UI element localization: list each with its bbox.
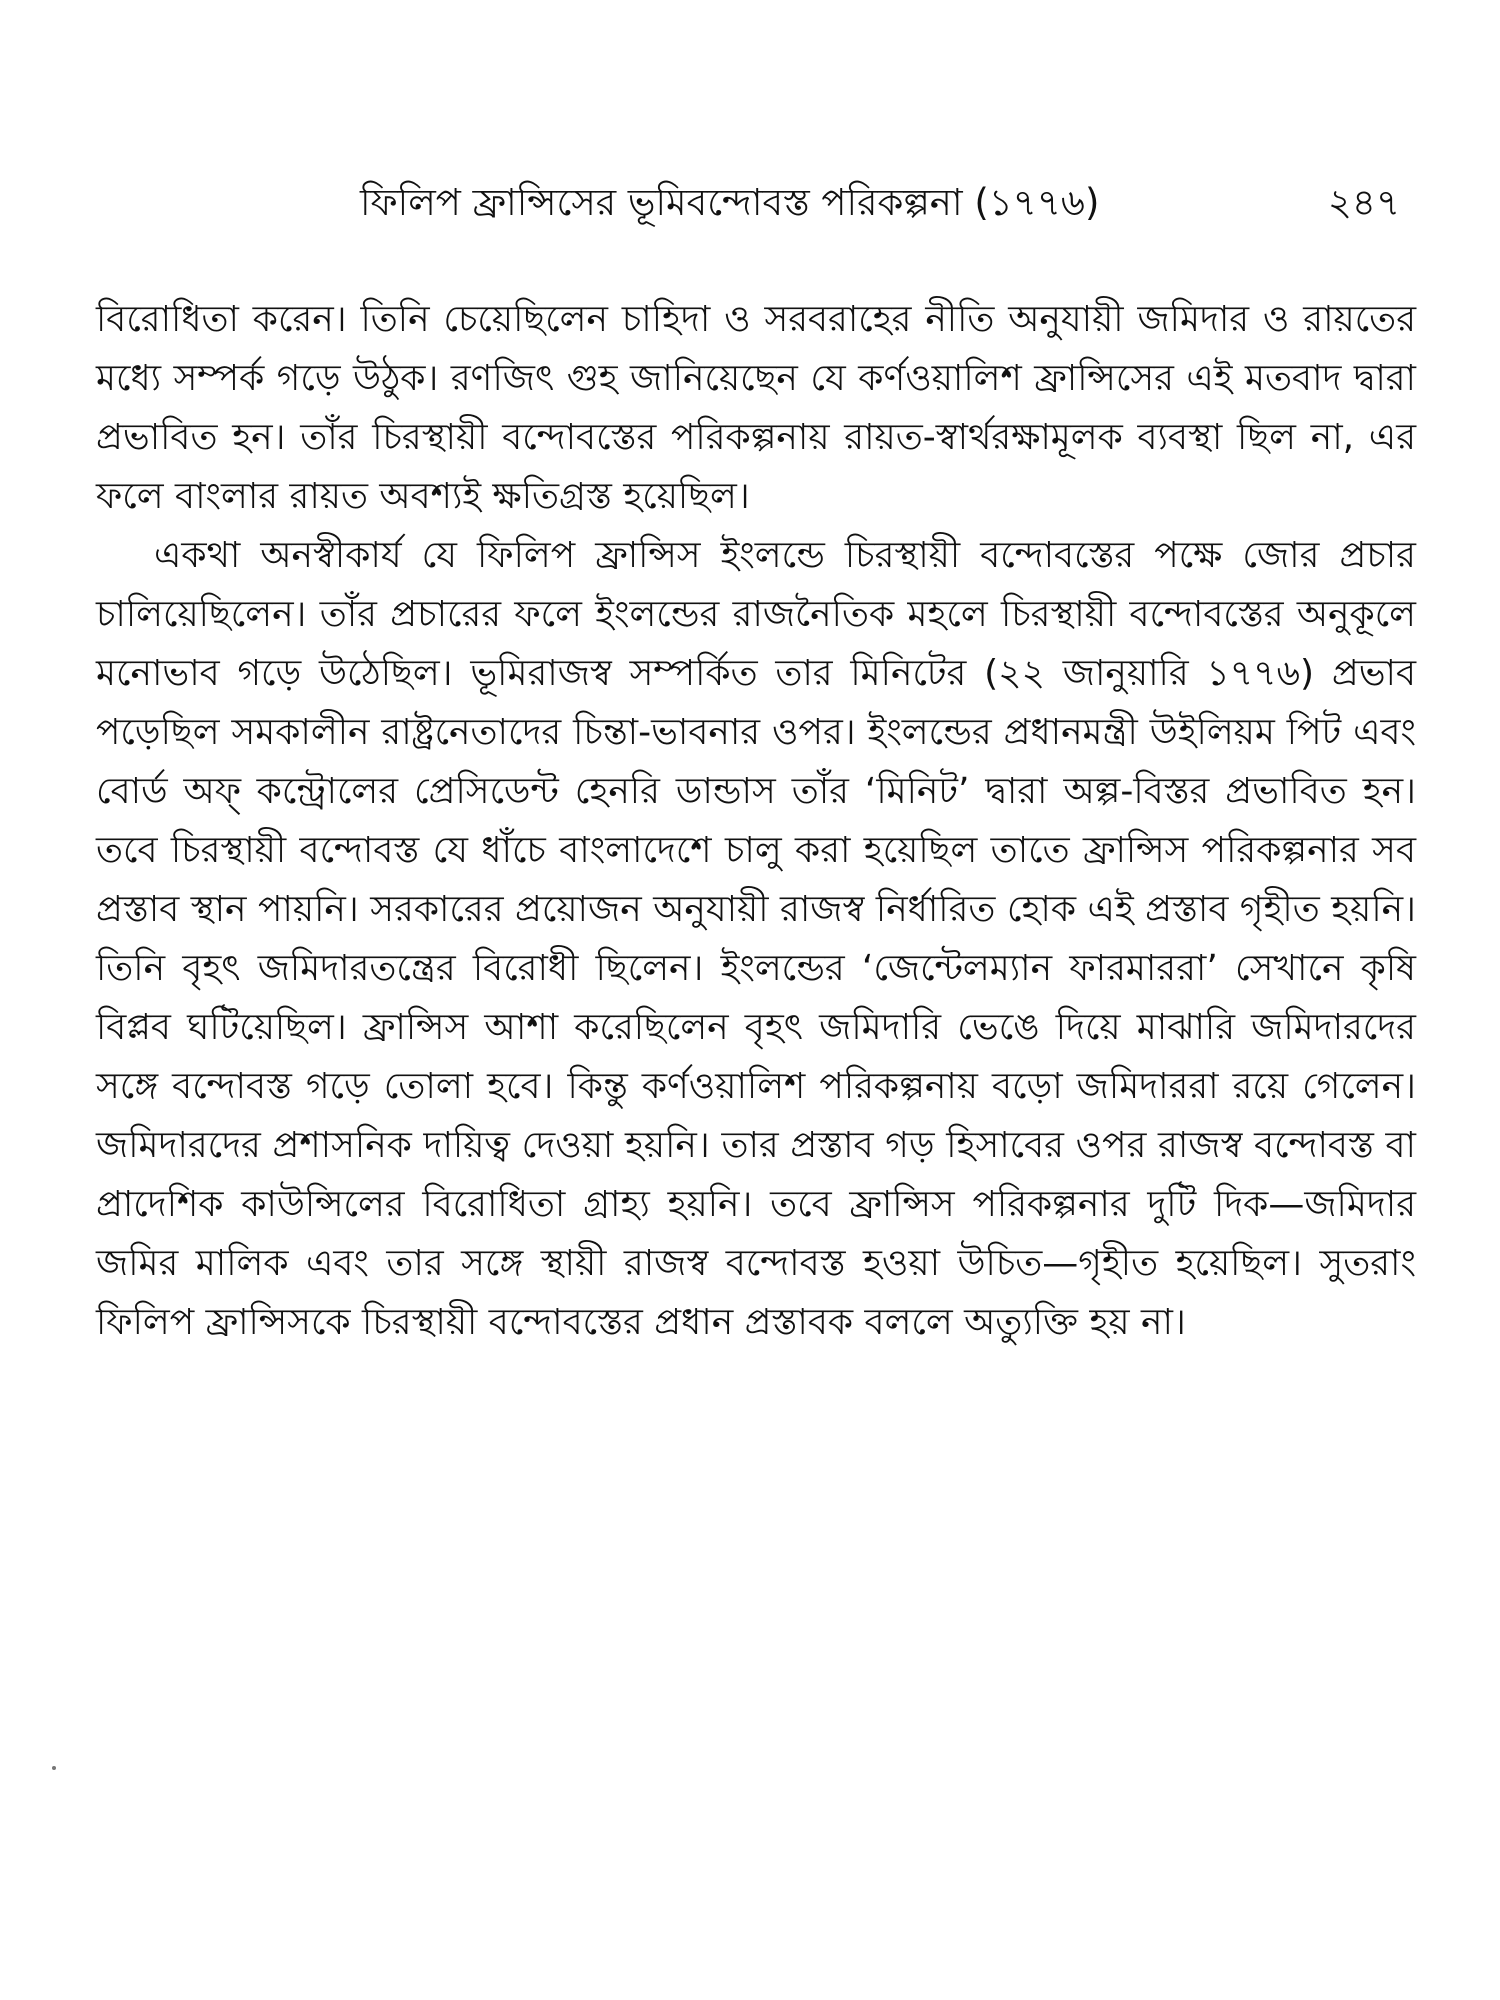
paragraph-1: বিরোধিতা করেন। তিনি চেয়েছিলেন চাহিদা ও সরবরাহের নীতি অনুযায়ী জমিদার ও রায়তের মধ্যে সম্পর্ক গড়ে উঠুক। রণজিৎ গুহ জানিয়েছেন যে কর্ণওয়ালিশ ফ্রান্সিসের এই মতবাদ দ্বারা প্রভাবিত হন। তাঁর চিরস্থায়ী বন্দোবস্তের পরিকল্পনায় রায়ত-স্বার্থরক্ষামূলক ব্যবস্থা ছিল না, এর ফলে বাংলার রায়ত অবশ্যই ক্ষতিগ্রস্ত হয়েছিল। (96, 299, 1416, 517)
page-number: ২৪৭ (1327, 181, 1400, 224)
scan-speck (52, 1766, 56, 1770)
paragraph-2: একথা অনস্বীকার্য যে ফিলিপ ফ্রান্সিস ইংলন্ডে চিরস্থায়ী বন্দোবস্তের পক্ষে জোর প্রচার চালিয়েছিলেন। তাঁর প্রচারের ফলে ইংলন্ডের রাজনৈতিক মহলে চিরস্থায়ী বন্দোবস্তের অনুকূলে মনোভাব গড়ে উঠেছিল। ভূমিরাজস্ব সম্পর্কিত তার মিনিটের (২২ জানুয়ারি ১৭৭৬) প্রভাব পড়েছিল সমকালীন রাষ্ট্রনেতাদের চিন্তা-ভাবনার ওপর। ইংলন্ডের প্রধানমন্ত্রী উইলিয়ম পিট এবং বোর্ড অফ্ কন্ট্রোলের প্রেসিডেন্ট হেনরি ডান্ডাস তাঁর ‘মিনিট’ দ্বারা অল্প-বিস্তর প্রভাবিত হন। তবে চিরস্থায়ী বন্দোবস্ত যে ধাঁচে বাংলাদেশে চালু করা হয়েছিল তাতে ফ্রান্সিস পরিকল্পনার সব প্রস্তাব স্থান পায়নি। সরকারের প্রয়োজন অনুযায়ী রাজস্ব নির্ধারিত হোক এই প্রস্তাব গৃহীত হয়নি। তিনি বৃহৎ জমিদারতন্ত্রের বিরোধী ছিলেন। ইংলন্ডের ‘জেন্টেলম্যান ফারমাররা’ সেখানে কৃষি বিপ্লব ঘটিয়েছিল। ফ্রান্সিস আশা করেছিলেন বৃহৎ জমিদারি ভেঙে দিয়ে মাঝারি জমিদারদের সঙ্গে বন্দোবস্ত গড়ে তোলা হবে। কিন্তু কর্ণওয়ালিশ পরিকল্পনায় বড়ো জমিদাররা রয়ে গেলেন। জমিদারদের প্রশাসনিক দায়িত্ব দেওয়া হয়নি। তার প্রস্তাব গড় হিসাবের ওপর রাজস্ব বন্দোবস্ত বা প্রাদেশিক কাউন্সিলের বিরোধিতা গ্রাহ্য হয়নি। তবে ফ্রান্সিস পরিকল্পনার দুটি দিক—জমিদার জমির মালিক এবং তার সঙ্গে স্থায়ী রাজস্ব বন্দোবস্ত হওয়া উচিত—গৃহীত হয়েছিল। সুতরাং ফিলিপ ফ্রান্সিসকে চিরস্থায়ী বন্দোবস্তের প্রধান প্রস্তাবক বললে অত্যুক্তি হয় না। (96, 535, 1416, 1343)
running-header (360, 178, 1400, 228)
body-text (96, 290, 1416, 1352)
running-title: ফিলিপ ফ্রান্সিসের ভূমিবন্দোবস্ত পরিকল্পনা (১৭৭৬) (360, 181, 1100, 224)
